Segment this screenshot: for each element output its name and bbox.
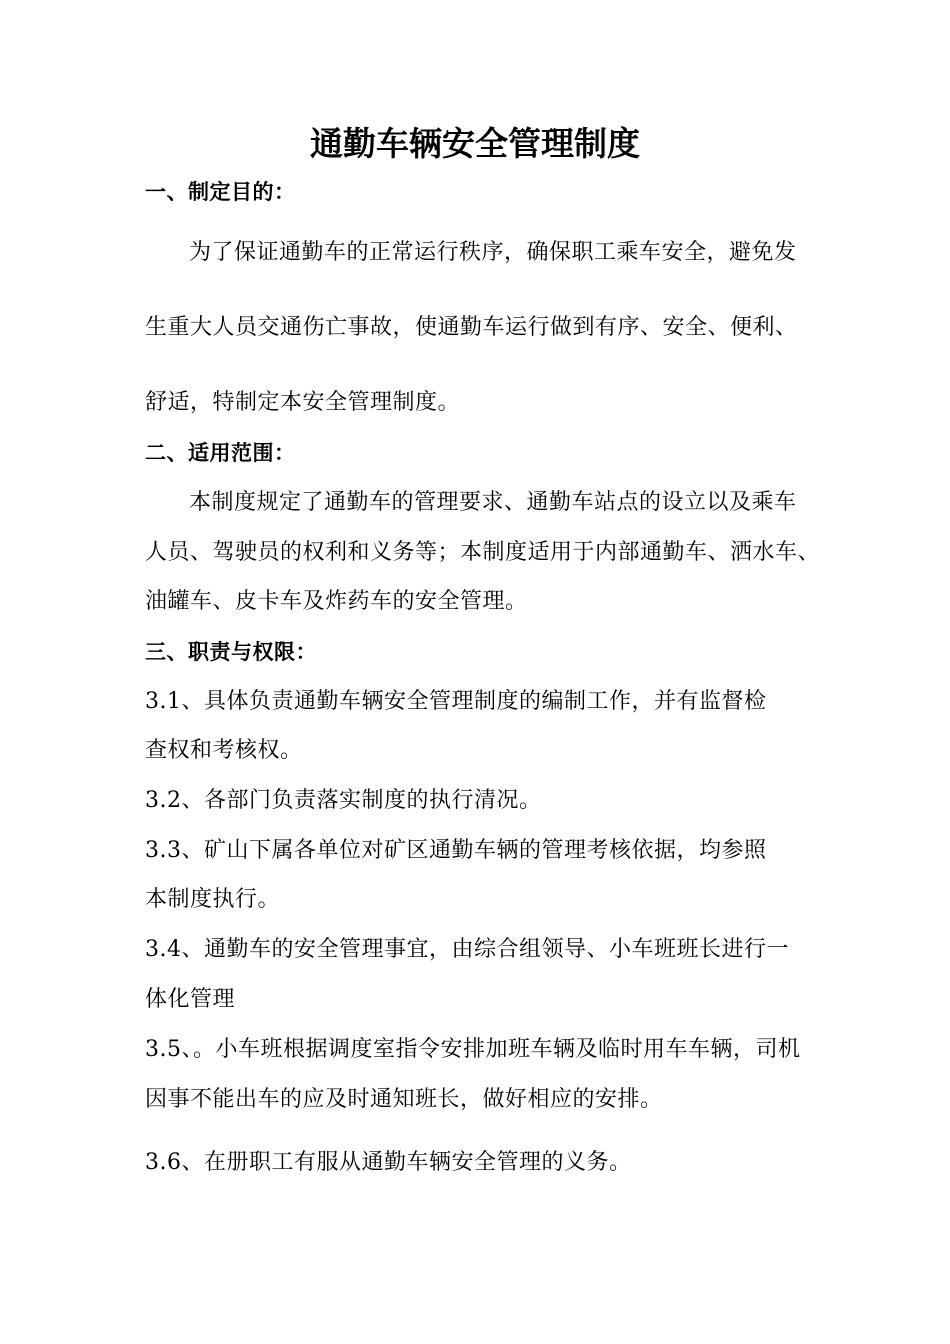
paragraph-line: 人员、驾驶员的权利和义务等；本制度适用于内部通勤车、洒水车、 <box>145 540 821 565</box>
clause-line: 3.4、通勤车的安全管理事宜，由综合组领导、小车班班长进行一 <box>145 937 789 962</box>
section-heading-scope: 二、适用范围： <box>145 441 296 465</box>
clause-line: 3.5、。小车班根据调度室指令安排加班车辆及临时用车车辆，司机 <box>145 1037 801 1062</box>
section-heading-responsibilities: 三、职责与权限： <box>145 640 317 664</box>
clause-line: 3.3、矿山下属各单位对矿区通勤车辆的管理考核依据，均参照 <box>145 838 767 863</box>
clause-line: 3.1、具体负责通勤车辆安全管理制度的编制工作，并有监督检 <box>145 689 767 714</box>
document-title: 通勤车辆安全管理制度 <box>310 124 640 163</box>
paragraph-line: 生重大人员交通伤亡事故，使通勤车运行做到有序、安全、便利、 <box>145 315 798 340</box>
clause-line: 3.2、各部门负责落实制度的执行清况。 <box>145 788 542 813</box>
clause-line: 体化管理 <box>145 987 236 1012</box>
paragraph-line: 舒适，特制定本安全管理制度。 <box>145 390 461 415</box>
section-heading-purpose: 一、制定目的： <box>145 180 296 204</box>
clause-line: 本制度执行。 <box>145 887 281 912</box>
paragraph-line: 本制度规定了通勤车的管理要求、通勤车站点的设立以及乘车 <box>189 490 797 515</box>
clause-line: 3.6、在册职工有服从通勤车辆安全管理的义务。 <box>145 1150 632 1175</box>
paragraph-line: 油罐车、皮卡车及炸药车的安全管理。 <box>145 589 528 614</box>
clause-line: 因事不能出车的应及时通知班长，做好相应的安排。 <box>145 1087 663 1112</box>
clause-line: 查权和考核权。 <box>145 738 303 763</box>
paragraph-line: 为了保证通勤车的正常运行秩序，确保职工乘车安全，避免发 <box>189 240 797 265</box>
